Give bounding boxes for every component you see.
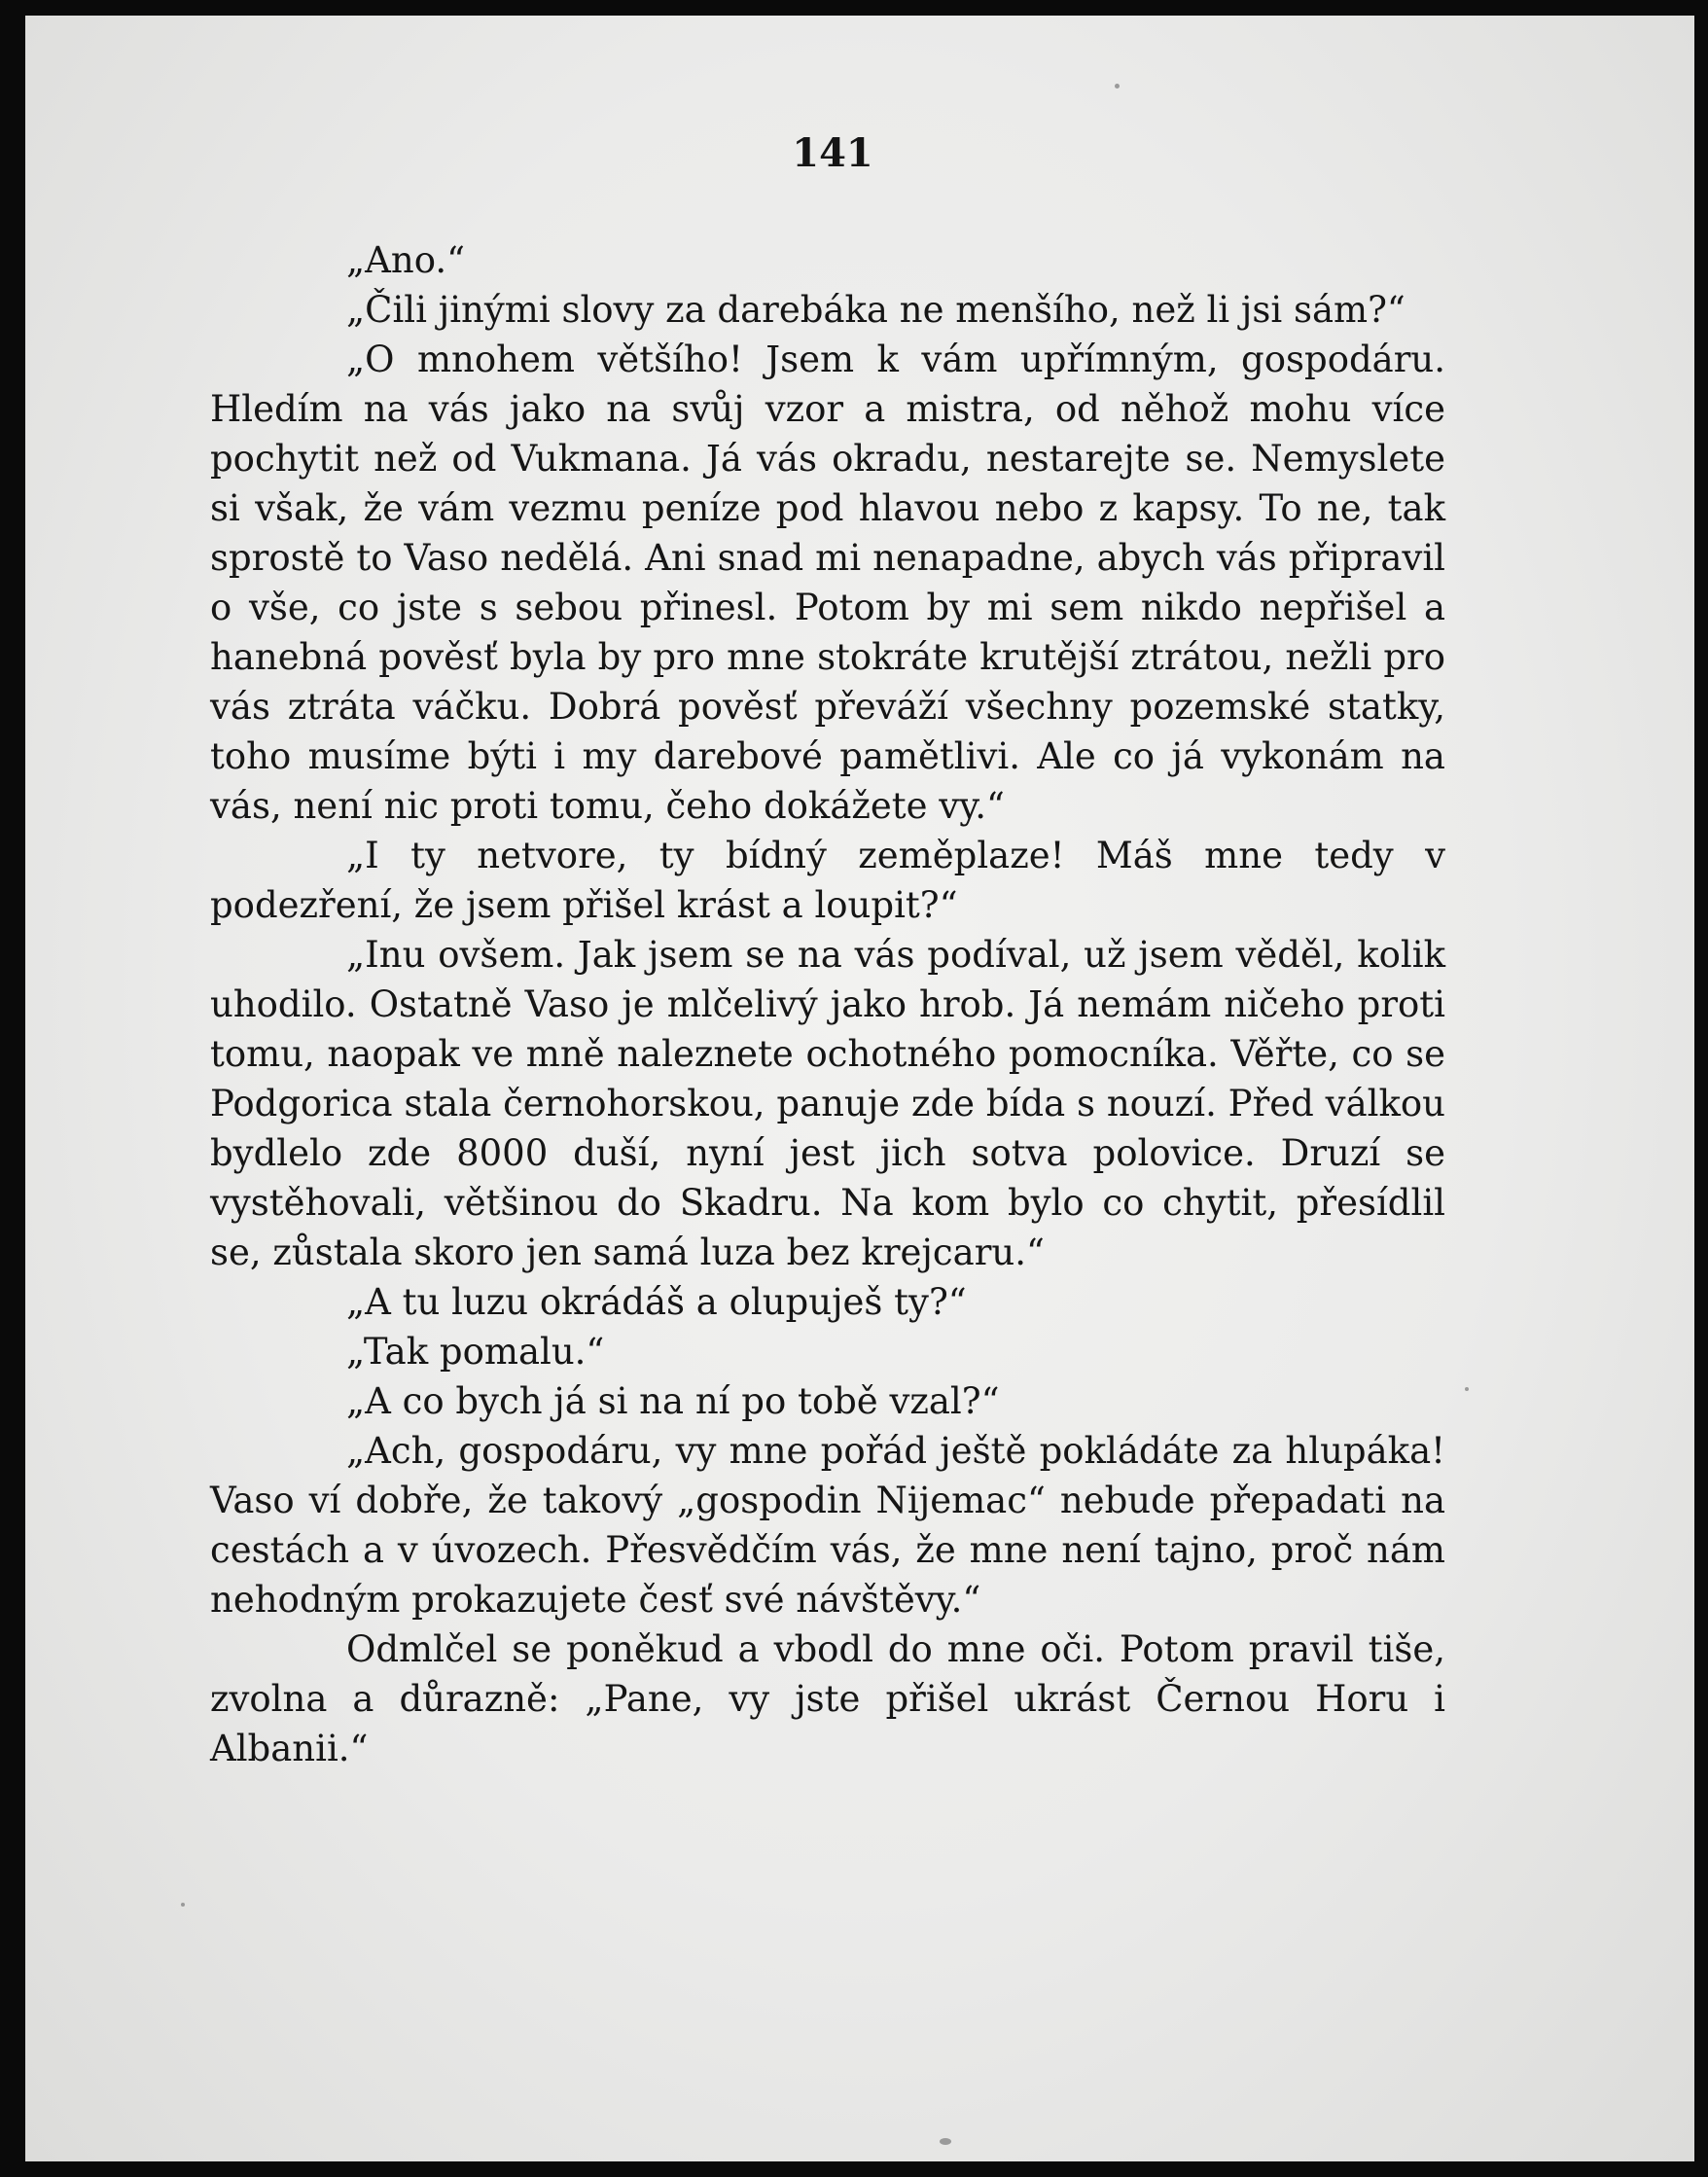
book-page [25, 16, 1694, 2161]
paragraph: „A tu luzu okrádáš a olupuješ ty?“ [346, 1281, 967, 1323]
paper-speck [1465, 1387, 1469, 1391]
paragraph: „Tak pomalu.“ [346, 1331, 605, 1373]
paper-speck [940, 2138, 951, 2145]
paragraph: „Ach, gospodáru, vy mne pořád ještě pokládáte za hlupáka! Vaso ví dobře, že takový „gospodin Nijemac“ nebude přepadati na cestách a v úvozech. Přesvědčím vás, že mne není tajno, proč nám nehodným prokazujete česť své návštěvy.“ [210, 1430, 1445, 1621]
paragraph: „Čili jinými slovy za darebáka ne menšího, než li jsi sám?“ [346, 289, 1406, 331]
paragraph: „I ty netvore, ty bídný zeměplaze! Máš mne tedy v podezření, že jsem přišel krást a loupit?“ [210, 835, 1445, 926]
paragraph: „A co bych já si na ní po tobě vzal?“ [346, 1380, 1000, 1422]
paragraph: „Ano.“ [346, 239, 466, 281]
paragraph: „Inu ovšem. Jak jsem se na vás podíval, už jsem věděl, kolik uhodilo. Ostatně Vaso je mlčelivý jako hrob. Já nemám ničeho proti tomu, naopak ve mně naleznete ochotného pomocníka. Věřte, co se Podgorica stala černohorskou, panuje zde bída s nouzí. Před válkou bydlelo zde 8000 duší, nyní jest jich sotva polovice. Druzí se vystěhovali, většinou do Skadru. Na kom bylo co chytit, přesídlil se, zůstala skoro jen samá luza bez krejcaru.“ [210, 934, 1445, 1273]
body-text [210, 235, 1445, 1773]
paragraph: Odmlčel se poněkud a vbodl do mne oči. Potom pravil tiše, zvolna a důrazně: „Pane, vy jste přišel ukrást Černou Horu i Albanii.“ [210, 1628, 1445, 1769]
page-number: 141 [792, 130, 873, 176]
paper-speck [1115, 84, 1120, 89]
paragraph: „O mnohem většího! Jsem k vám upřímným, gospodáru. Hledím na vás jako na svůj vzor a mistra, od něhož mohu více pochytit než od Vukmana. Já vás okradu, nestarejte se. Nemyslete si však, že vám vezmu peníze pod hlavou nebo z kapsy. To ne, tak sprostě to Vaso nedělá. Ani snad mi nenapadne, abych vás připravil o vše, co jste s sebou přinesl. Potom by mi sem nikdo nepřišel a hanebná pověsť byla by pro mne stokráte krutější ztrátou, nežli pro vás ztráta váčku. Dobrá pověsť převáží všechny pozemské statky, toho musíme býti i my darebové pamětlivi. Ale co já vykonám na vás, není nic proti tomu, čeho dokážete vy.“ [210, 339, 1445, 827]
paper-speck [181, 1903, 185, 1907]
